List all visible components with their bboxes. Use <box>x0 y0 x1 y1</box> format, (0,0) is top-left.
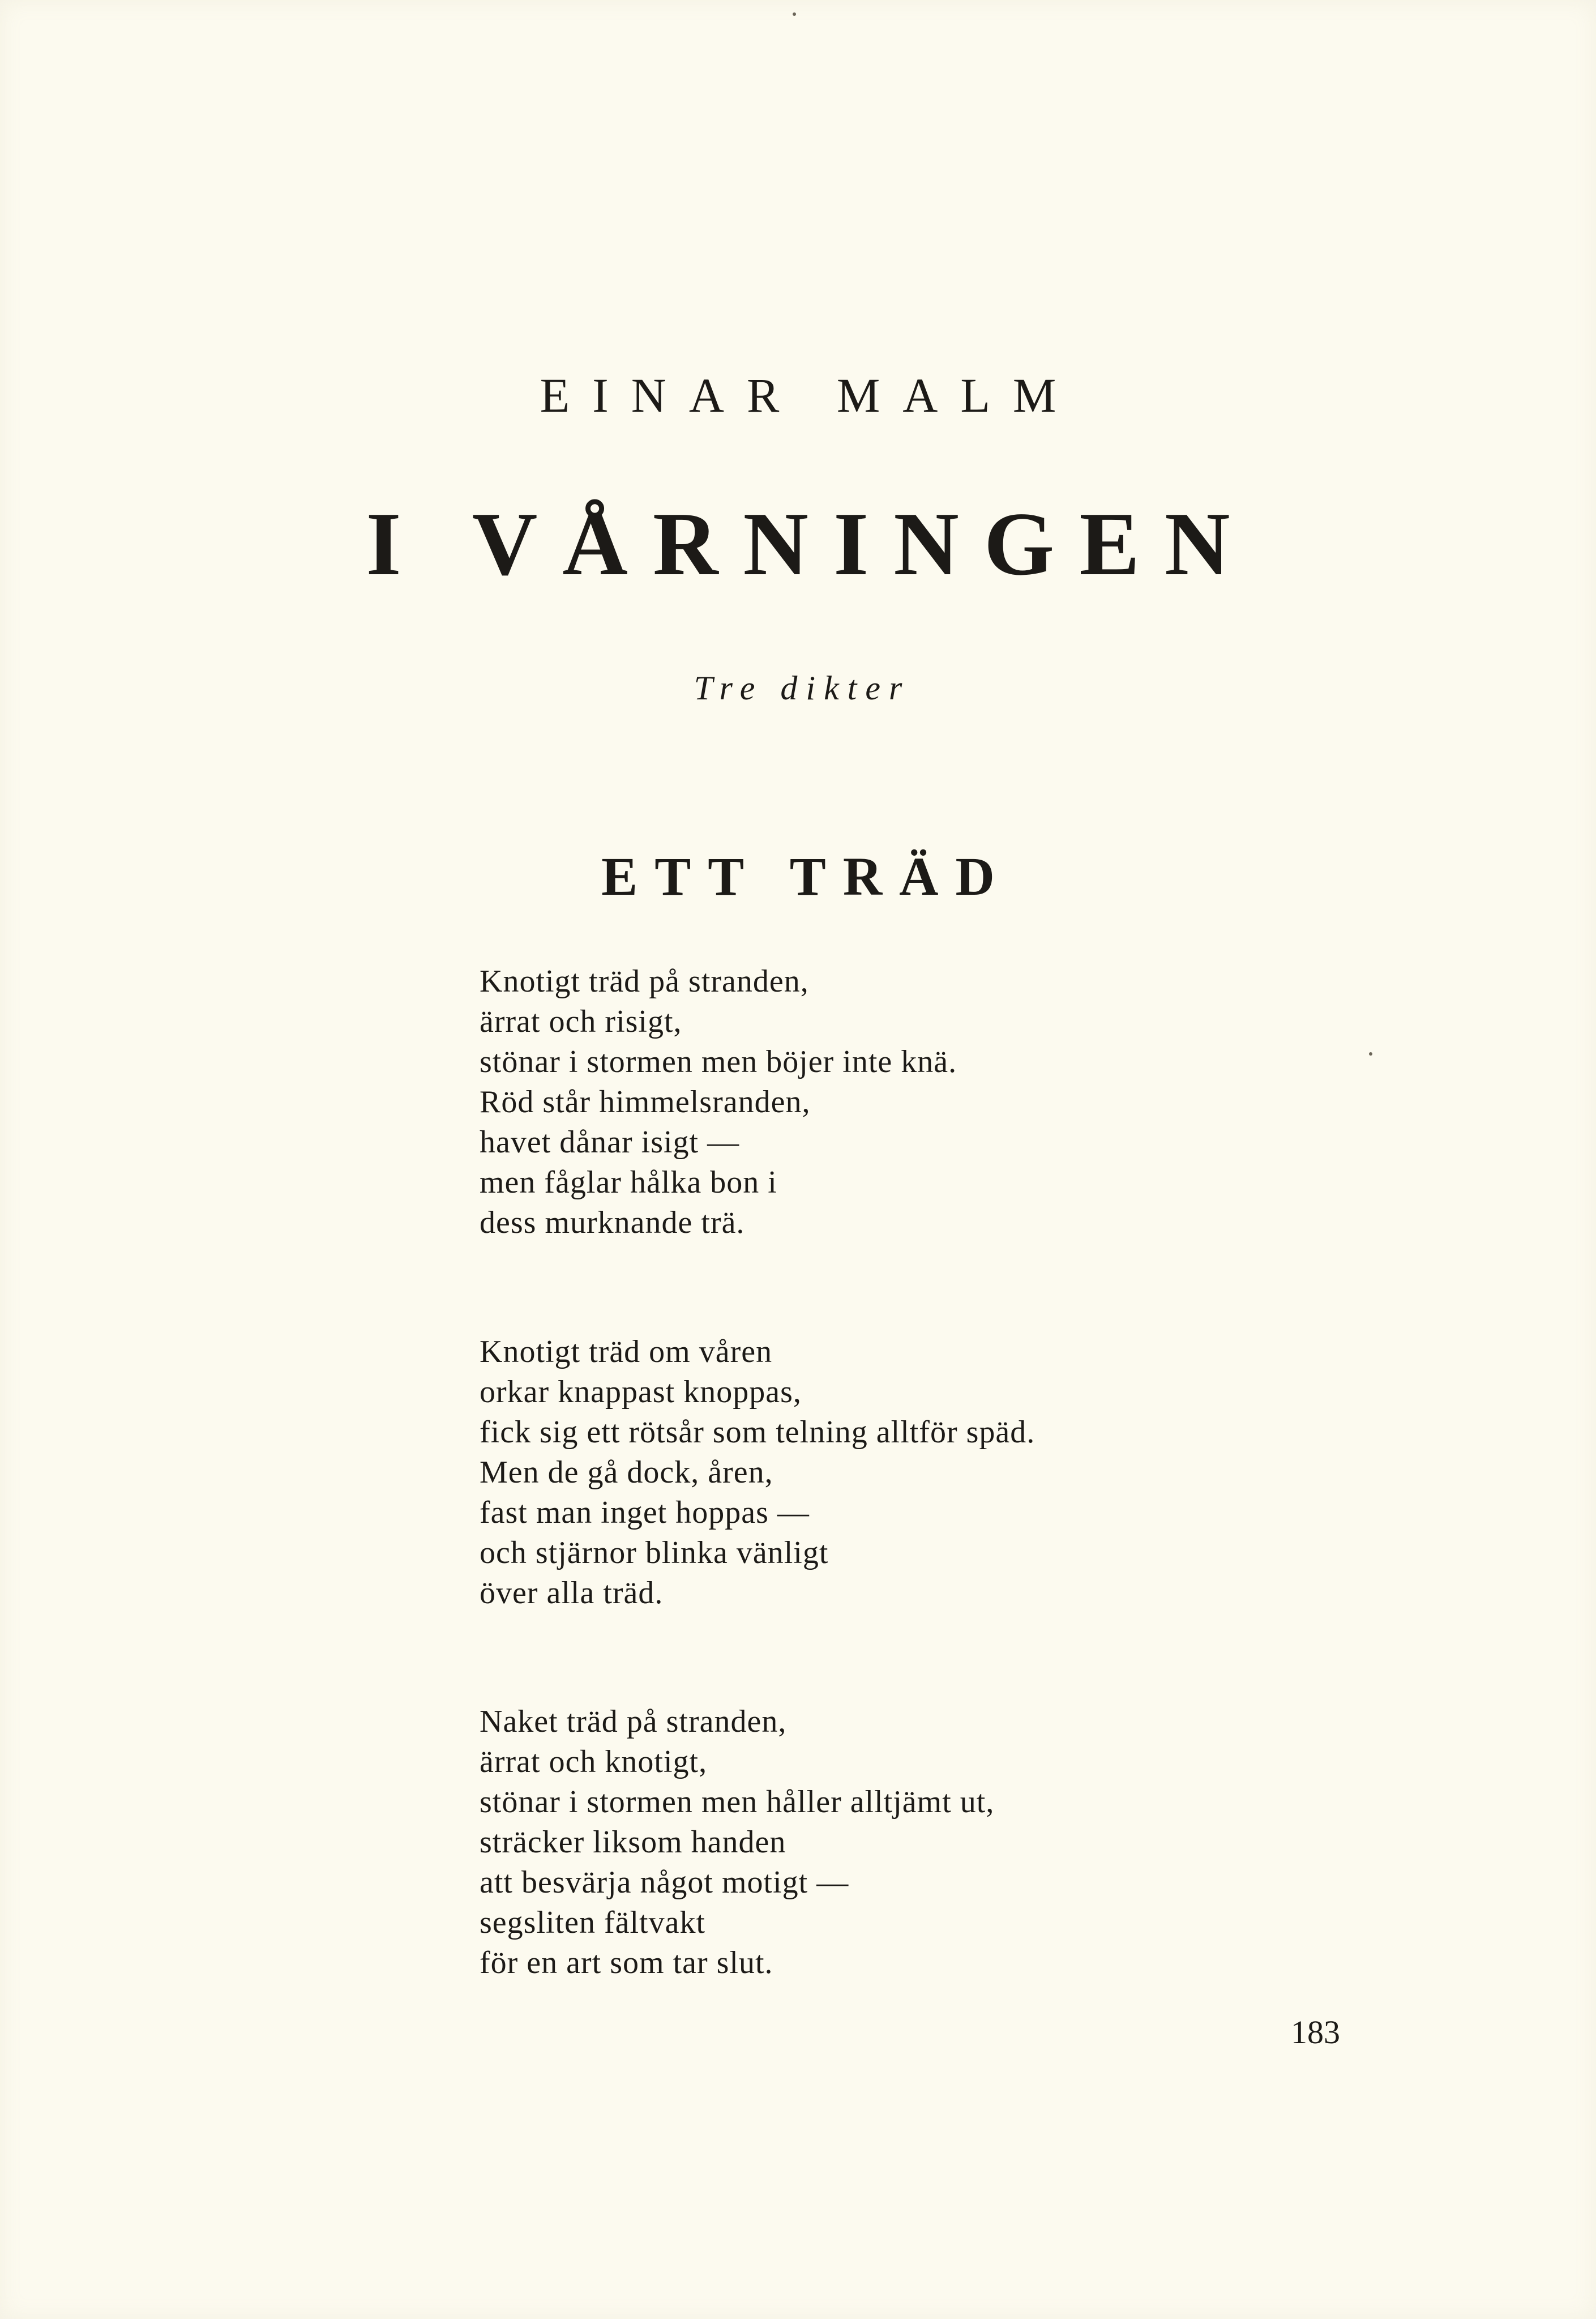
poem-line: för en art som tar slut. <box>480 1945 773 1980</box>
poem-line: fast man inget hoppas — <box>480 1495 810 1530</box>
collection-subtitle: Tre dikter <box>694 669 911 707</box>
poem-line: stönar i stormen men håller alltjämt ut, <box>480 1784 995 1820</box>
poem-line: ärrat och knotigt, <box>480 1744 708 1779</box>
poem-line: Naket träd på stranden, <box>480 1704 787 1739</box>
poem-stanza-3 <box>480 1702 1272 1983</box>
poem-line: fick sig ett rötsår som telning alltför späd. <box>480 1415 1036 1450</box>
page-number: 183 <box>1291 2014 1340 2051</box>
paper-speck <box>793 12 796 16</box>
poem-stanza-2 <box>480 1332 1272 1613</box>
poem-title: ETT TRÄD <box>601 846 1012 907</box>
paper-speck <box>1369 1052 1372 1056</box>
poem-line: sträcker liksom handen <box>480 1825 786 1860</box>
poem-line: ärrat och risigt, <box>480 1004 682 1039</box>
poem-line: dess murknande trä. <box>480 1205 745 1240</box>
poem-line: att besvärja något motigt — <box>480 1865 849 1900</box>
poem-line: stönar i stormen men böjer inte knä. <box>480 1044 957 1079</box>
author-name: EINAR MALM <box>540 368 1079 422</box>
poem-line: och stjärnor blinka vänligt <box>480 1535 829 1570</box>
poem-stanza-1 <box>480 962 1272 1243</box>
poem-line: Röd står himmelsranden, <box>480 1084 811 1120</box>
poem-line: orkar knappast knoppas, <box>480 1374 802 1410</box>
poem-line: Knotigt träd om våren <box>480 1334 773 1369</box>
poem-line: segsliten fältvakt <box>480 1905 706 1940</box>
poem-line: havet dånar isigt — <box>480 1125 740 1160</box>
poem-line: Knotigt träd på stranden, <box>480 964 809 999</box>
poem-line: över alla träd. <box>480 1575 664 1611</box>
poem-line: Men de gå dock, åren, <box>480 1455 773 1490</box>
collection-title: I VÅRNINGEN <box>366 493 1255 594</box>
poem-line: men fåglar hålka bon i <box>480 1165 777 1200</box>
